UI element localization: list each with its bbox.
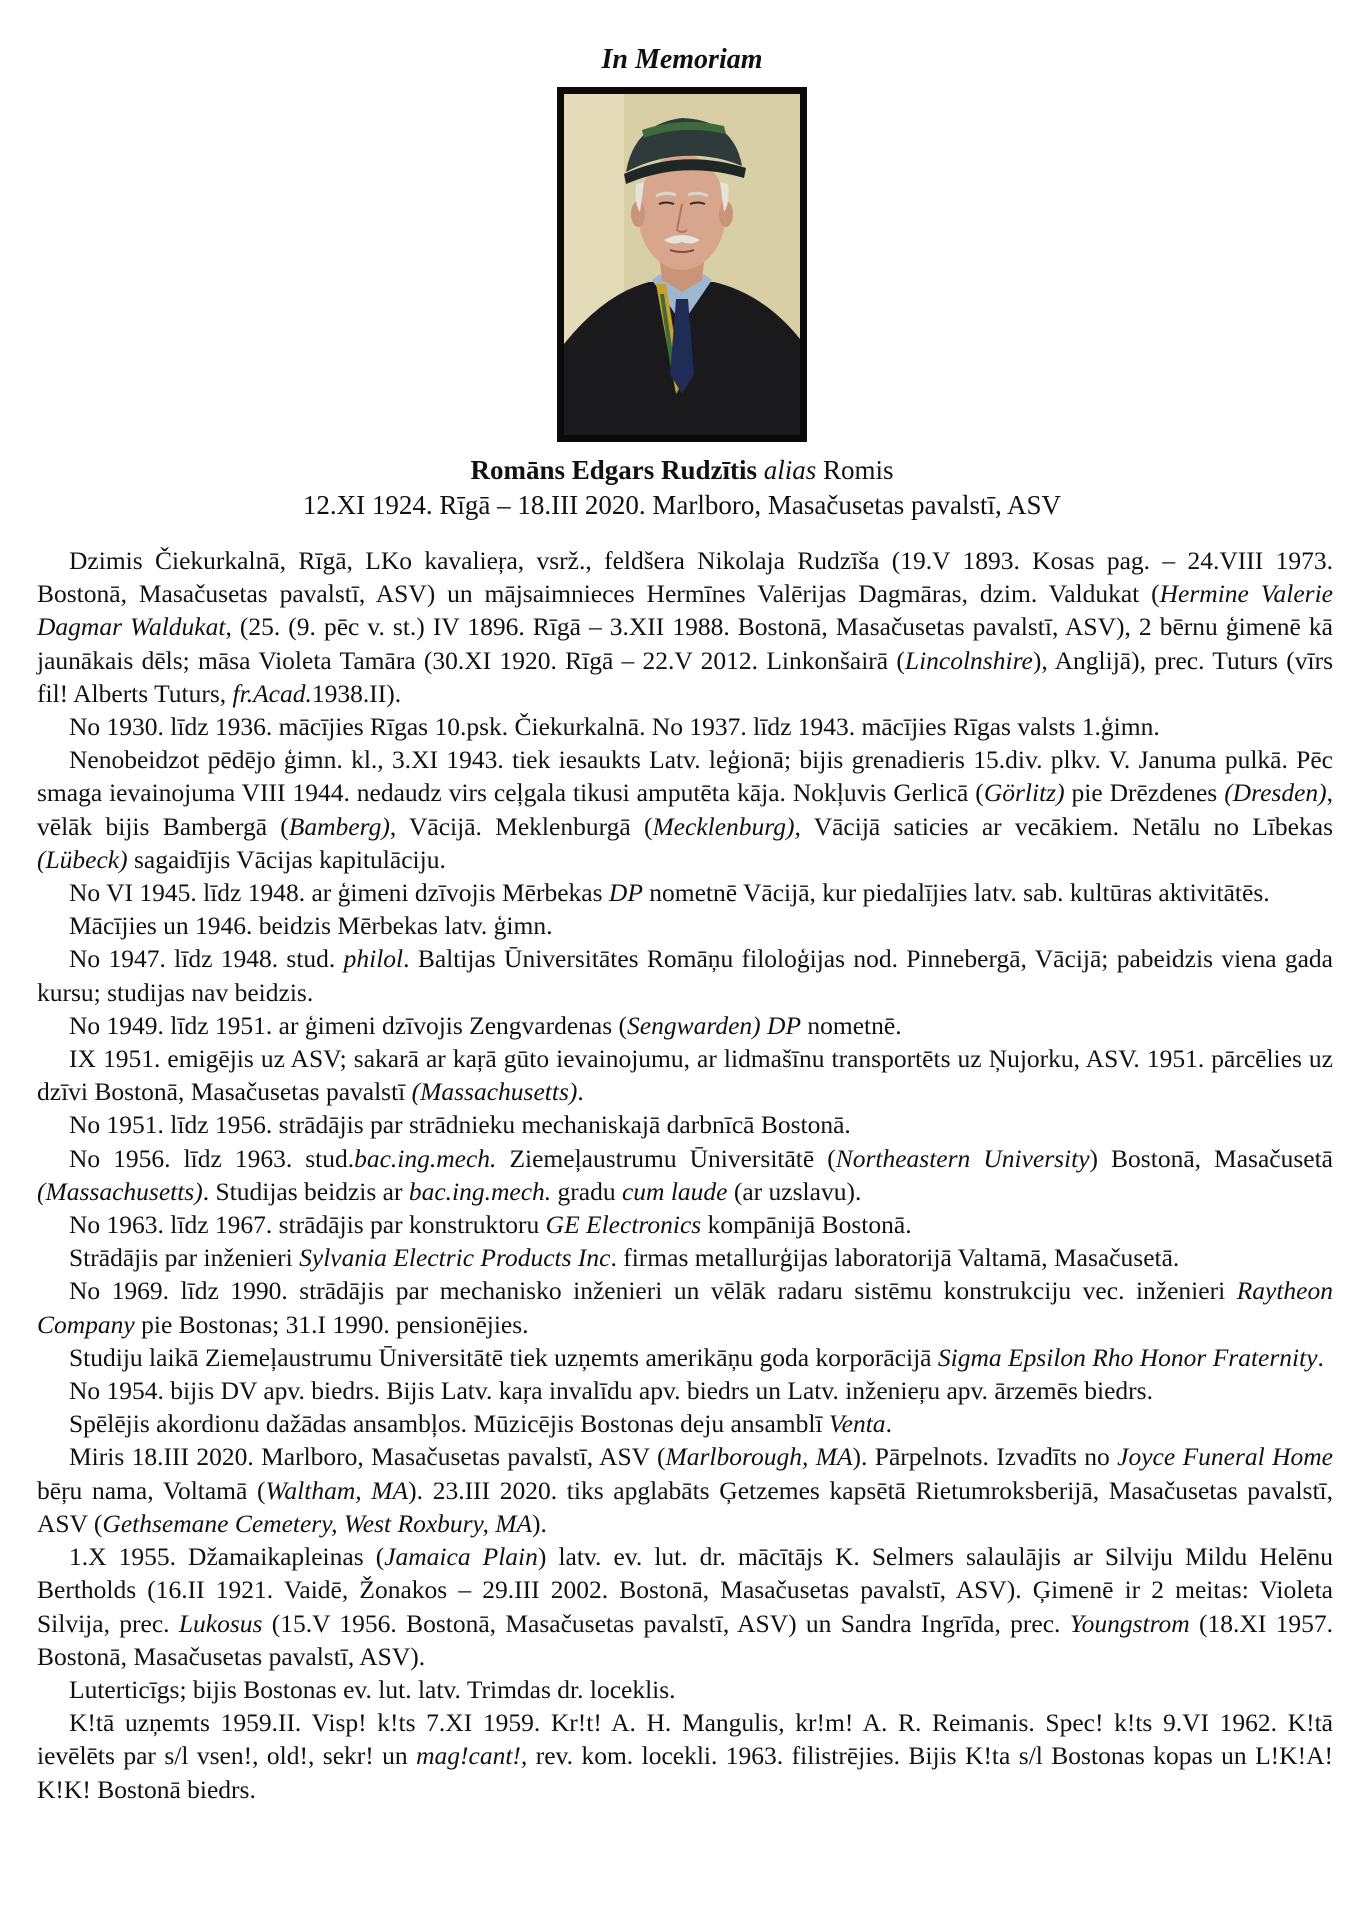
biography-paragraph [37, 1241, 1333, 1274]
italic-text-run: bac.ing.mech. [408, 1176, 552, 1206]
text-run: pie Drēzdenes [1064, 778, 1225, 808]
italic-text-run: cum laude [621, 1176, 728, 1206]
text-run: (15.V 1956. Bostonā, Masačusetas pavalstī, ASV) un Sandra Ingrīda, prec. [262, 1608, 1070, 1638]
text-run: Studiju laikā Ziemeļaustrumu Ūniversitātē tiek uzņemts amerikāņu goda korporācijā [69, 1342, 938, 1372]
life-dates: 12.XI 1924. Rīgā – 18.III 2020. Marlboro, Masačusetas pavalstī, ASV [302, 490, 1062, 520]
biography-paragraph [37, 544, 1333, 710]
italic-text-run: Sylvania Electric Products Inc [299, 1243, 611, 1273]
biography-paragraph [37, 1440, 1333, 1540]
text-run: nometnē Vācijā, kur piedalījies latv. sab. kultūras aktivitātēs. [642, 878, 1270, 908]
text-run: , Vācijā. Meklenburgā ( [389, 811, 653, 841]
italic-text-run: mag!cant!, [416, 1741, 528, 1771]
text-run: , vēlāk bijis Bambergā ( [37, 778, 1333, 841]
text-run: Miris 18.III 2020. Marlboro, Masačusetas pavalstī, ASV ( [69, 1442, 666, 1472]
text-run: rev. kom. locekli. 1963. filistrējies. Bijis K!ta s/l Bostonas kopas un L!K!A! K!K! Bostonā biedrs. [37, 1741, 1333, 1804]
text-run: (18.XI 1957. Bostonā, Masačusetas pavalstī, ASV). [37, 1608, 1333, 1671]
text-run: ), Anglijā), prec. Tuturs (vīrs fil! Alberts Tuturs, [37, 645, 1334, 708]
biography-paragraph [37, 942, 1333, 1008]
biography-paragraph [37, 710, 1333, 743]
text-run: Spēlējis akordionu dažādas ansambļos. Mūzicējis Bostonas deju ansamblī [69, 1409, 829, 1439]
biography-paragraph [37, 1274, 1333, 1340]
biography-paragraph [37, 1706, 1333, 1806]
page-heading: In Memoriam [601, 44, 763, 75]
text-run: Luterticīgs; bijis Bostonas ev. lut. latv. Trimdas dr. loceklis. [69, 1674, 676, 1704]
biography-paragraph [37, 876, 1333, 909]
italic-text-run: Mecklenburg), [652, 811, 801, 841]
italic-text-run: (Massachusetts) [37, 1176, 203, 1206]
text-run: gradu [551, 1176, 622, 1206]
text-run: . [577, 1077, 584, 1107]
biography-paragraph [37, 1208, 1333, 1241]
italic-text-run: Joyce Funeral Home [1117, 1442, 1333, 1472]
biography-paragraph [37, 1108, 1333, 1141]
italic-text-run: Bamberg) [288, 811, 390, 841]
biography-paragraph [37, 909, 1333, 942]
italic-text-run: Marlborough, MA [665, 1442, 853, 1472]
text-run: . firmas metallurģijas laboratorijā Valtamā, Masačusetā. [610, 1243, 1180, 1273]
text-run: ) latv. ev. lut. dr. mācītājs K. Selmers salaulājis ar Silviju Mildu Helēnu Bertholds (16.II 1921. Vaidē, Žonakos – 29.III 2002. Bostonā, Masačusetas pavalstī, ASV). Ģimenē ir 2 meitas: Violeta Silvija, prec. [37, 1542, 1333, 1638]
italic-text-run: philol [343, 944, 404, 974]
text-run: Dzimis Čiekurkalnā, Rīgā, LKo kavalieŗa, vsrž., feldšera Nikolaja Rudzīša (19.V 1893. Kosas pag. – 24.VIII 1973. Bostonā, Masačusetas pavalstī, ASV) un mājsaimnieces Hermīnes Valērijas Dagmāras, dzim. Valdukat ( [37, 546, 1333, 609]
text-run: Ziemeļaustrumu Ūniversitātē ( [496, 1143, 836, 1173]
text-run: 1938.II). [311, 678, 402, 708]
italic-text-run: Lukosus [178, 1608, 263, 1638]
biography-paragraph [37, 1341, 1333, 1374]
italic-text-run: bac.ing.mech. [354, 1143, 497, 1173]
italic-text-run: (Massachusetts) [411, 1077, 578, 1107]
italic-text-run: Lincolnshire [904, 645, 1033, 675]
text-run: (ar uzslavu). [727, 1176, 862, 1206]
text-run: Strādājis par inženieri [69, 1243, 300, 1273]
biography-paragraph [37, 1407, 1333, 1440]
biography-paragraph [37, 1042, 1333, 1108]
italic-text-run: Hermine Valerie Dagmar Waldukat [37, 579, 1333, 642]
text-run: ) Bostonā, Masačusetā [1089, 1143, 1333, 1173]
text-run: No 1930. līdz 1936. mācījies Rīgas 10.psk. Čiekurkalnā. No 1937. līdz 1943. mācījies Rīgas valsts 1.ģimn. [69, 712, 1160, 742]
text-run: pie Bostonas; 31.I 1990. pensionējies. [134, 1309, 529, 1339]
text-run: K!tā uzņemts 1959.II. Visp! k!ts 7.XI 1959. Kr!t! A. H. Mangulis, kr!m! A. R. Reimanis. Spec! k!ts 9.VI 1962. K!tā ievēlēts par s/l vsen!, old!, sekr! un [37, 1708, 1333, 1771]
text-run: Nenobeidzot pēdējo ģimn. kl., 3.XI 1943. tiek iesaukts Latv. leģionā; bijis grenadieris 15.div. plkv. V. Januma pulkā. Pēc smaga ievainojuma VIII 1944. nedaudz virs ceļgala tikusi amputēta kāja. Nokļuvis Gerlicā ( [37, 745, 1333, 808]
italic-text-run: Gethsemane Cemetery, West Roxbury, MA [102, 1508, 533, 1538]
text-run: IX 1951. emigējis uz ASV; sakarā ar kaŗā gūto ievainojumu, ar lidmašīnu transportēts uz Ņujorku, ASV. 1951. pārcēlies uz dzīvi Bostonā, Masačusetas pavalstī [37, 1044, 1333, 1107]
person-name: Romāns Edgars Rudzītis [470, 455, 757, 485]
italic-text-run: Northeastern University [835, 1143, 1090, 1173]
text-run: sagaidījis Vācijas kapitulāciju. [127, 844, 446, 874]
italic-text-run: fr.Acad. [232, 678, 312, 708]
title-name-line [0, 455, 1364, 486]
text-run: . [885, 1409, 892, 1439]
text-run: 1.X 1955. Džamaikapleinas ( [69, 1542, 385, 1572]
text-run: kompānijā Bostonā. [701, 1210, 912, 1240]
text-run: nometnē. [801, 1010, 902, 1040]
portrait-image [564, 94, 800, 435]
text-run: , (25. (9. pēc v. st.) IV 1896. Rīgā – 3.XII 1988. Bostonā, Masačusetas pavalstī, ASV), 2 bērnu ģimenē kā jaunākais dēls; māsa Violeta Tamāra (30.XI 1920. Rīgā – 22.V 2012. Linkonšairā ( [37, 612, 1333, 675]
italic-text-run: Raytheon Company [37, 1276, 1333, 1339]
italic-text-run: (Lübeck) [37, 844, 128, 874]
italic-text-run: Waltham, MA [265, 1475, 409, 1505]
biography-paragraph [37, 1374, 1333, 1407]
italic-text-run: Görlitz) [983, 778, 1065, 808]
text-run: bēŗu nama, Voltamā ( [37, 1475, 266, 1505]
text-run: No 1956. līdz 1963. stud. [69, 1143, 355, 1173]
text-run: No 1954. bijis DV apv. biedrs. Bijis Latv. kaŗa invalīdu apv. biedrs un Latv. inženieŗu apv. ārzemēs biedrs. [69, 1376, 1153, 1406]
italic-text-run: Youngstrom [1069, 1608, 1190, 1638]
italic-text-run: Jamaica Plain [384, 1542, 538, 1572]
text-run: No 1963. līdz 1967. strādājis par konstruktoru [69, 1210, 546, 1240]
italic-text-run: GE Electronics [545, 1210, 702, 1240]
italic-text-run: Sengwarden) DP [627, 1010, 802, 1040]
text-run: No VI 1945. līdz 1948. ar ģimeni dzīvojis Mērbekas [69, 878, 609, 908]
text-run: Vācijā saticies ar vecākiem. Netālu no Lībekas [800, 811, 1333, 841]
biography-paragraph [37, 743, 1333, 876]
text-run: ). 23.III 2020. tiks apglabāts Ģetzemes kapsētā Rietumroksberijā, Masačusetas pavalstī, ASV ( [37, 1475, 1333, 1538]
biography-paragraph [37, 1540, 1333, 1673]
text-run: No 1949. līdz 1951. ar ģimeni dzīvojis Zengvardenas ( [69, 1010, 628, 1040]
biography-paragraph [37, 1142, 1333, 1208]
text-run: ). Pārpelnots. Izvadīts no [852, 1442, 1118, 1472]
alias-name: Romis [823, 455, 894, 485]
text-run: ). [532, 1508, 547, 1538]
biography-paragraph [37, 1673, 1333, 1706]
text-run: No 1969. līdz 1990. strādājis par mechanisko inženieri un vēlāk radaru sistēmu konstrukciju vec. inženieri [69, 1276, 1237, 1306]
text-run: . [1317, 1342, 1324, 1372]
italic-text-run: Sigma Epsilon Rho Honor Fraternity [937, 1342, 1318, 1372]
portrait-photo [557, 87, 807, 442]
alias-word: alias [763, 455, 817, 485]
biography-paragraph [37, 1009, 1333, 1042]
text-run: Mācījies un 1946. beidzis Mērbekas latv. ģimn. [69, 911, 553, 941]
text-run: . Baltijas Ūniversitātes Romāņu filoloģijas nod. Pinnebergā, Vācijā; pabeidzis viena gada kursu; studijas nav beidzis. [37, 944, 1333, 1007]
text-run: . Studijas beidzis ar [202, 1176, 409, 1206]
italic-text-run: Venta [828, 1409, 886, 1439]
text-run: No 1947. līdz 1948. stud. [69, 944, 344, 974]
text-run: No 1951. līdz 1956. strādājis par strādnieku mechaniskajā darbnīcā Bostonā. [69, 1110, 851, 1140]
italic-text-run: DP [608, 878, 643, 908]
biography-text [37, 544, 1333, 1806]
italic-text-run: (Dresden) [1224, 778, 1327, 808]
